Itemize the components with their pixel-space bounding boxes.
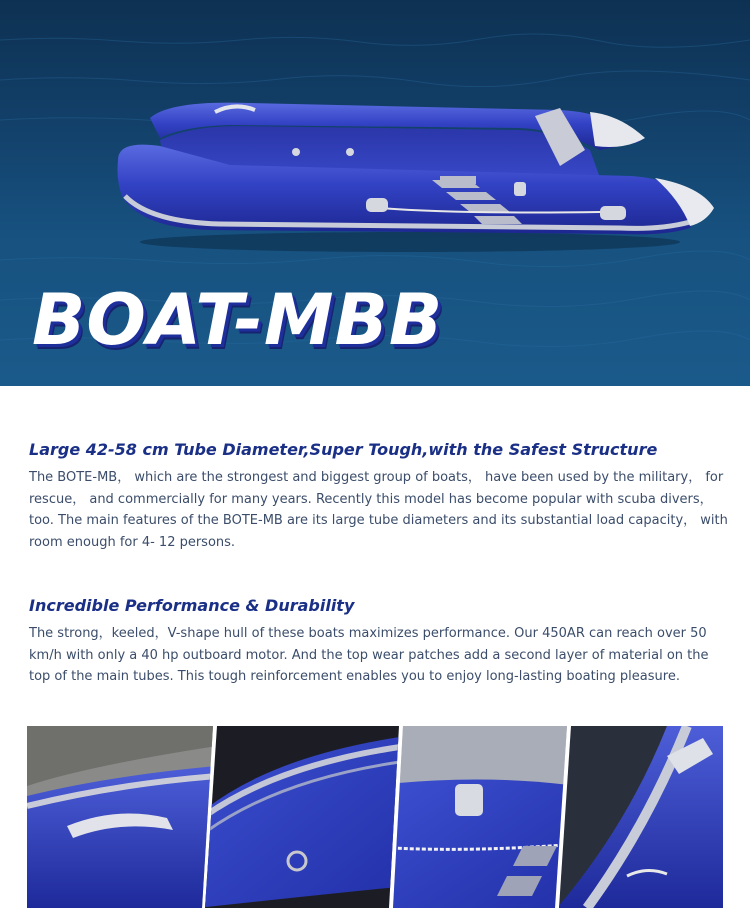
feature-section-performance [29, 596, 729, 688]
section-heading-performance: Incredible Performance & Durability [29, 596, 355, 615]
hero-title: BOAT-MBB [32, 279, 444, 361]
section-body-tube: The BOTE-MB， which are the strongest and biggest group of boats， have been used by the military， for rescue， and commercially for many years. Recently this model has become popular with scuba divers，too. The main features of the BOTE-MB are its large tube diameters and its substantial load capacity， with room enough for 4- 12 persons. [29, 470, 728, 550]
detail-photo-rope-cleat [387, 726, 577, 908]
detail-photo-d-ring [197, 726, 407, 908]
detail-photo-gallery [27, 726, 723, 908]
detail-photo-handle [27, 726, 217, 908]
detail-photo-towing-handle [557, 726, 723, 908]
hero-banner [0, 0, 750, 386]
section-body-performance: The strong，keeled，V-shape hull of these boats maximizes performance. Our 450AR can reach over 50 km/h with only a 40 hp outboard motor. And the top wear patches add a second layer of material on the top of the main tubes. This tough reinforcement enables you to enjoy long-lasting boating pleasure. [29, 626, 709, 684]
feature-section-tube [29, 440, 729, 553]
section-heading-tube: Large 42-58 cm Tube Diameter,Super Tough,with the Safest Structure [29, 440, 658, 459]
